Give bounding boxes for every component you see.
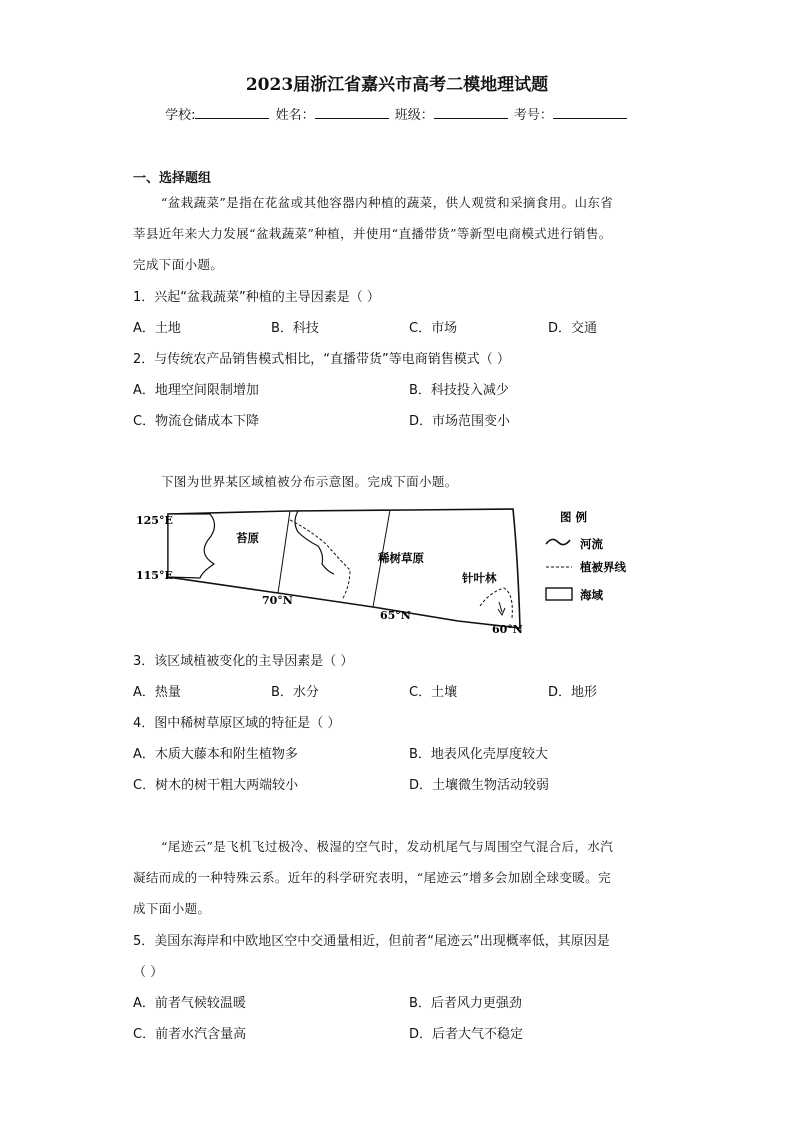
q2-option-d: D．市场范围变小 [409, 414, 511, 429]
river-legend-icon [546, 539, 570, 544]
q5-option-c: C．前者水汽含量高 [133, 1027, 247, 1042]
class-blank [434, 106, 508, 119]
question-2: 2．与传统农产品销售模式相比，“直播带货”等电商销售模式（ ） [133, 352, 510, 367]
passage-line: 凝结而成的一种特殊云系。近年的科学研究表明，“尾迹云”增多会加剧全球变暖。完 [133, 870, 611, 885]
question-5-paren: （ ） [133, 965, 164, 980]
q1-option-c: C．市场 [409, 321, 458, 336]
passage-line: 莘县近年来大力发展“盆栽蔬菜”种植，并使用“直播带货”等新型电商模式进行销售。 [133, 226, 612, 241]
q3-option-c: C．土壤 [409, 685, 458, 700]
region-conifer-label: 针叶林 [462, 571, 497, 585]
question-5: 5．美国东海岸和中欧地区空中交通量相近，但前者“尾迹云”出现概率低，其原因是 [133, 934, 610, 949]
passage-line: 成下面小题。 [133, 901, 211, 916]
q2-option-b: B．科技投入减少 [409, 383, 509, 398]
vegetation-map [128, 500, 648, 645]
q1-option-d: D．交通 [548, 321, 598, 336]
q4-option-d: D．土壤微生物活动较弱 [409, 778, 550, 793]
map-frame [168, 509, 520, 628]
q4-option-a: A．木质大藤本和附生植物多 [133, 747, 298, 762]
longitude-115-label: 115°E [136, 569, 173, 582]
legend-boundary: 植被界线 [580, 560, 626, 574]
q4-option-c: C．树木的树干粗大两端较小 [133, 778, 299, 793]
q5-option-d: D．后者大气不稳定 [409, 1027, 524, 1042]
question-1: 1．兴起“盆栽蔬菜”种植的主导因素是（ ） [133, 290, 380, 305]
latitude-70-label: 70°N [262, 594, 293, 607]
region-tundra-label: 苔原 [236, 531, 259, 545]
school-blank [195, 106, 269, 119]
q2-option-c: C．物流仓储成本下降 [133, 414, 260, 429]
legend-sea: 海域 [580, 588, 603, 602]
question-4: 4．图中稀树草原区域的特征是（ ） [133, 716, 341, 731]
section-heading: 一、选择题组 [133, 171, 212, 186]
q2-option-a: A．地理空间限制增加 [133, 383, 259, 398]
student-info-line [0, 104, 794, 123]
latitude-60-label: 60°N [492, 623, 523, 636]
name-label: 姓名： [275, 108, 315, 123]
legend-title: 图 例 [560, 510, 588, 524]
passage-line: “盆栽蔬菜”是指在花盆或其他容器内种植的蔬菜，供人观赏和采摘食用。山东省 [161, 195, 614, 210]
q5-option-b: B．后者风力更强劲 [409, 996, 522, 1011]
legend-river: 河流 [580, 537, 603, 551]
q1-option-b: B．科技 [271, 321, 319, 336]
name-blank [315, 106, 389, 119]
passage-line: 完成下面小题。 [133, 257, 224, 272]
school-label: 学校: [165, 108, 196, 123]
q3-option-a: A．热量 [133, 685, 181, 700]
q4-option-b: B．地表风化壳厚度较大 [409, 747, 548, 762]
sea-legend-icon [546, 588, 572, 600]
map-intro: 下图为世界某区域植被分布示意图。完成下面小题。 [161, 474, 458, 489]
page-title: 2023届浙江省嘉兴市高考二模地理试题 [245, 75, 549, 95]
question-3: 3．该区域植被变化的主导因素是（ ） [133, 654, 354, 669]
exam-number-label: 考号： [513, 108, 553, 123]
q3-option-d: D．地形 [548, 685, 598, 700]
longitude-125-label: 125°E [136, 514, 173, 527]
q5-option-a: A．前者气候较温暖 [133, 996, 246, 1011]
exam-number-blank [553, 106, 627, 119]
passage-line: “尾迹云”是飞机飞过极冷、极湿的空气时，发动机尾气与周围空气混合后，水汽 [161, 839, 614, 854]
q3-option-b: B．水分 [271, 685, 319, 700]
class-label: 班级： [394, 108, 434, 123]
latitude-65-label: 65°N [380, 609, 411, 622]
q1-option-a: A．土地 [133, 321, 181, 336]
region-savanna-label: 稀树草原 [378, 551, 424, 565]
